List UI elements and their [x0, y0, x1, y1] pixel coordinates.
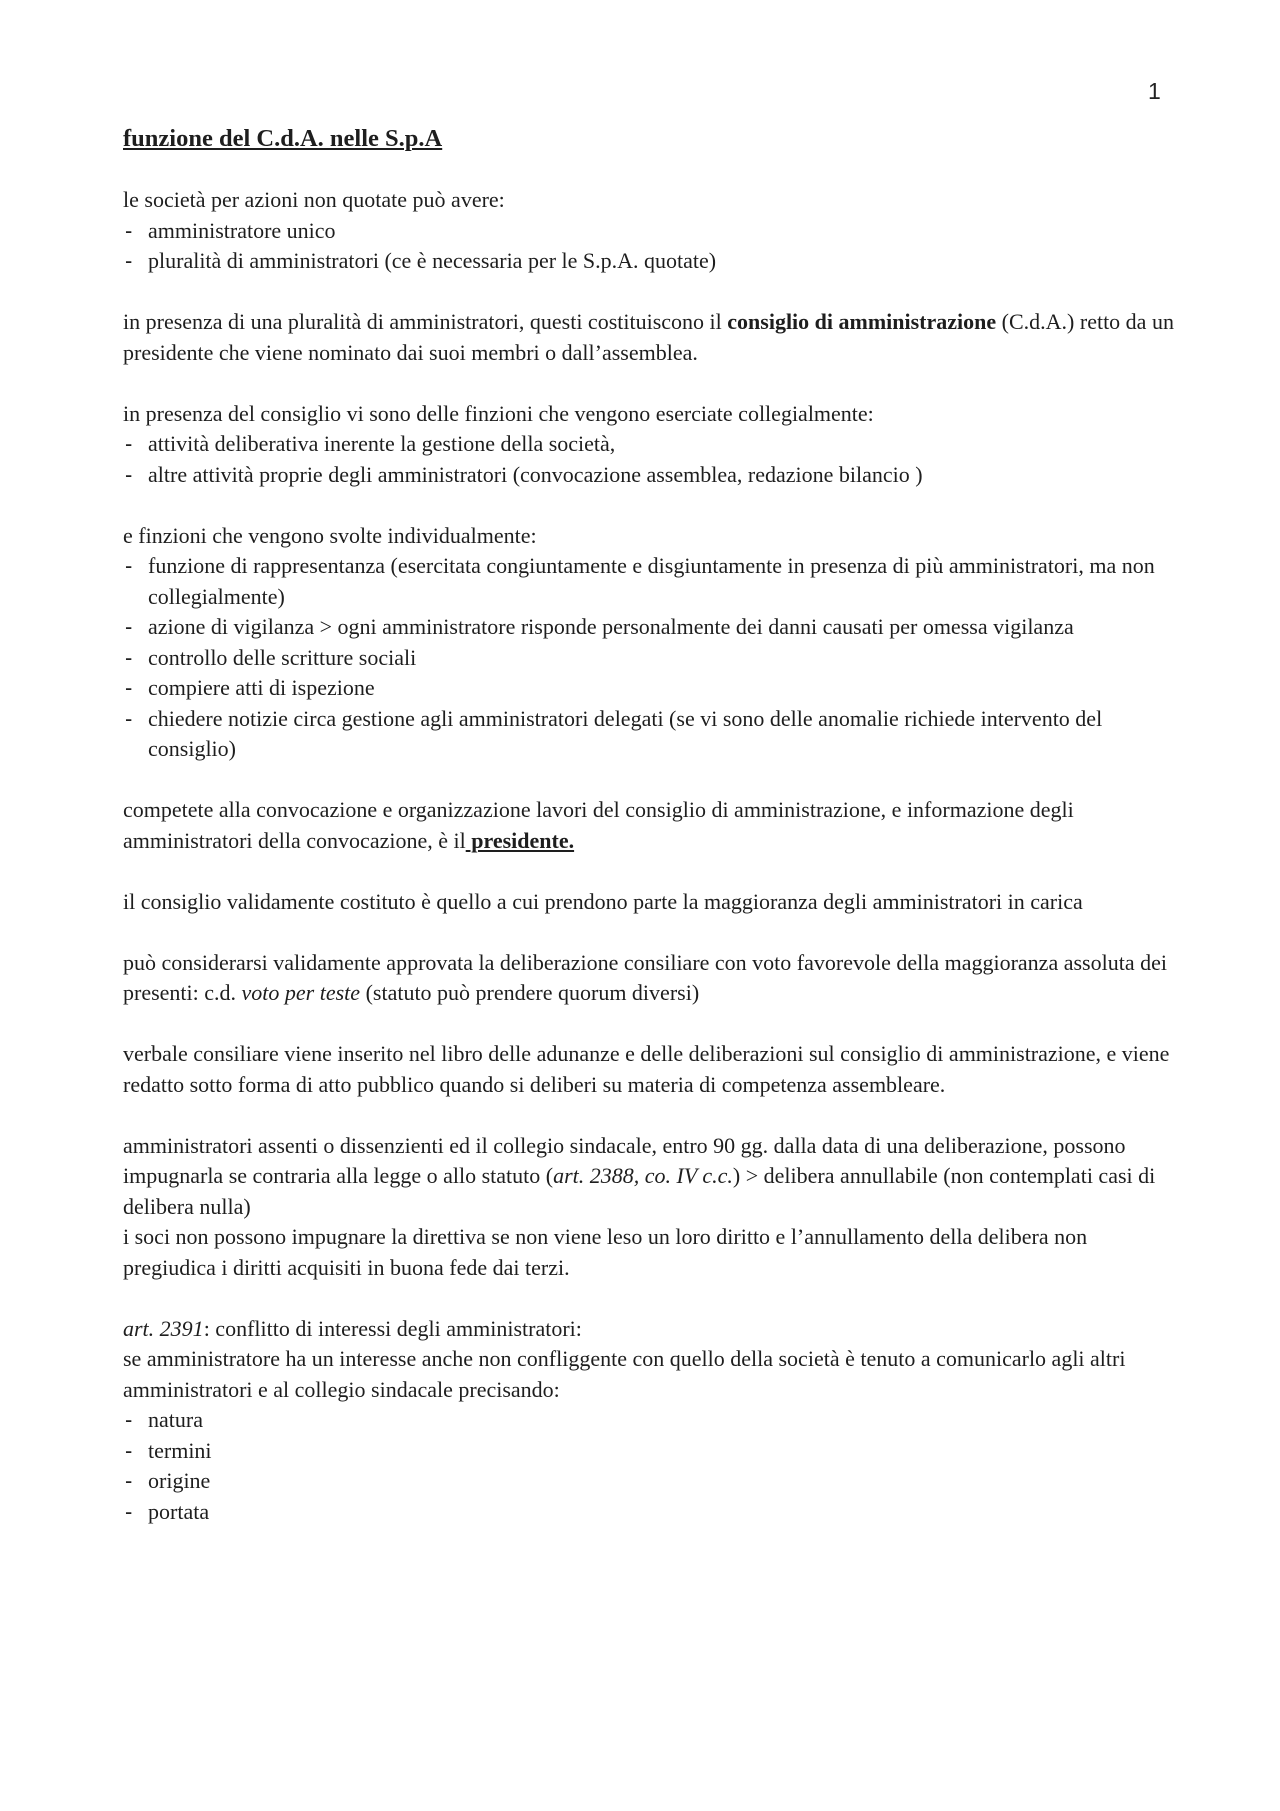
- paragraph-majority: [123, 948, 1183, 1009]
- list-item: - origine: [123, 1466, 1183, 1497]
- list-collegial-functions: [123, 429, 1183, 490]
- text-run: in presenza di una pluralità di amministratori, questi costituiscono il: [123, 309, 728, 334]
- paragraph-verbale: verbale consiliare viene inserito nel libro delle adunanze e delle deliberazioni sul consiglio di amministrazione, e viene redatto sotto forma di atto pubblico quando si deliberi su materia di competenza assembleare.: [123, 1041, 1170, 1097]
- paragraph-conflitto: se amministratore ha un interesse anche non confliggente con quello della società è tenuto a comunicarlo agli altri amministratori e al collegio sindacale precisando:: [123, 1346, 1126, 1402]
- italic-article-ref: art. 2391: [123, 1315, 204, 1341]
- paragraph-soci: i soci non possono impugnare la direttiva se non viene leso un loro diritto e l’annullamento della delibera non pregiudica i diritti acquisiti in buona fede dai terzi.: [123, 1224, 1088, 1280]
- paragraph-quorum: il consiglio validamente costituto è quello a cui prendono parte la maggioranza degli amministratori in carica: [123, 888, 1083, 914]
- paragraph-individual-functions: e finzioni che vengono svolte individualmente:: [123, 522, 537, 548]
- list-item: - amministratore unico: [123, 216, 1183, 247]
- text-run: (statuto può prendere quorum diversi): [360, 980, 700, 1005]
- paragraph-president: [123, 795, 1183, 856]
- document-title: funzione del C.d.A. nelle S.p.A: [123, 125, 443, 152]
- bold-term-consiglio: consiglio di amministrazione: [727, 309, 997, 334]
- paragraph-intro-spa: le società per azioni non quotate può avere:: [123, 187, 505, 212]
- text-run: (C.d.A.) retto da un presidente che viene nominato dai suoi membri o dall’assemblea.: [123, 309, 1174, 365]
- list-item: - attività deliberativa inerente la gestione della società,: [123, 429, 1183, 460]
- list-conflict-details: [123, 1405, 1183, 1527]
- page-number: 1: [1148, 78, 1161, 104]
- paragraph-art-2391: [123, 1314, 1183, 1345]
- text-run: ) > delibera annullabile (non contemplati casi di delibera nulla): [123, 1163, 1156, 1219]
- paragraph-collegial-functions: in presenza del consiglio vi sono delle finzioni che vengono eserciate collegialmente:: [123, 400, 874, 426]
- list-item: - portata: [123, 1497, 1183, 1528]
- document-body: [123, 124, 1183, 1527]
- list-item: - funzione di rappresentanza (esercitata congiuntamente e disgiuntamente in presenza di più amministratori, ma non collegialmente): [123, 551, 1183, 612]
- list-item: - chiedere notizie circa gestione agli amministratori delegati (se vi sono delle anomalie richiede intervento del consiglio): [123, 704, 1183, 765]
- italic-term-voto-per-teste: voto per teste: [241, 980, 361, 1005]
- paragraph-cda-definition: [123, 307, 1183, 368]
- list-item: - altre attività proprie degli amministratori (convocazione assemblea, redazione bilancio ): [123, 460, 1183, 491]
- list-item: - pluralità di amministratori (ce è necessaria per le S.p.A. quotate): [123, 246, 1183, 277]
- paragraph-impugnazione: [123, 1131, 1183, 1223]
- list-individual-functions: [123, 551, 1183, 765]
- text-run: amministratori assenti o dissenzienti ed il collegio sindacale, entro 90 gg. dalla data di una deliberazione, possono impugnarla se contraria alla legge o allo statuto (: [123, 1132, 1126, 1188]
- bold-term-presidente: presidente.: [465, 827, 575, 853]
- list-item: - azione di vigilanza > ogni amministratore risponde personalmente dei danni causati per omessa vigilanza: [123, 612, 1183, 643]
- list-admin-types: [123, 216, 1183, 277]
- list-item: - compiere atti di ispezione: [123, 673, 1183, 704]
- text-run: : conflitto di interessi degli amministratori:: [203, 1315, 582, 1341]
- list-item: - termini: [123, 1436, 1183, 1467]
- italic-article-ref: art. 2388, co. IV c.c.: [553, 1163, 733, 1188]
- text-run: competete alla convocazione e organizzazione lavori del consiglio di amministrazione, e informazione degli amministratori della convocazione, è il: [123, 797, 1074, 853]
- text-run: può considerarsi validamente approvata la deliberazione consiliare con voto favorevole della maggioranza assoluta dei presenti: c.d.: [123, 949, 1167, 1005]
- list-item: - controllo delle scritture sociali: [123, 643, 1183, 674]
- list-item: - natura: [123, 1405, 1183, 1436]
